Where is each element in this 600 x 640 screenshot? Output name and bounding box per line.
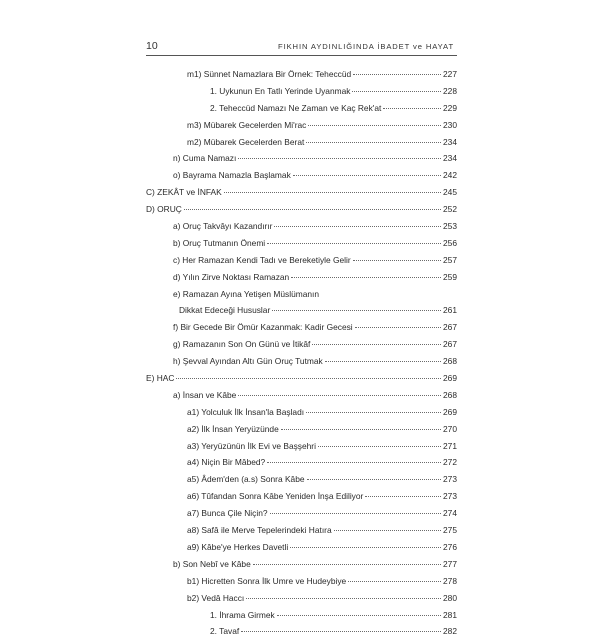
toc-entry-page: 268 [443, 389, 457, 400]
toc-entry-page: 273 [443, 474, 457, 485]
toc-entry-page: 267 [443, 322, 457, 333]
toc-entry [146, 286, 457, 303]
toc-entry-title: f) Bir Gecede Bir Ömür Kazanmak: Kadir Gecesi [173, 322, 353, 333]
dot-leader [325, 361, 441, 362]
toc-entry [146, 150, 457, 167]
toc-entry-page: 273 [443, 491, 457, 502]
toc-entry-page: 242 [443, 170, 457, 181]
toc-entry-page: 227 [443, 69, 457, 79]
toc-entry-title: 1. Uykunun En Tatlı Yerinde Uyanmak [210, 85, 351, 96]
toc-entry [146, 100, 457, 117]
toc-entry [146, 269, 457, 286]
toc-entry [146, 83, 457, 100]
toc-entry-page: 268 [443, 356, 457, 367]
toc-entry [146, 218, 457, 235]
toc-entry-title: a6) Tûfandan Sonra Kâbe Yeniden İnşa Ediliyor [187, 491, 364, 502]
toc-entry [146, 117, 457, 134]
dot-leader [224, 192, 441, 193]
dot-leader [267, 462, 441, 463]
dot-leader [267, 243, 441, 244]
dot-leader [253, 564, 441, 565]
dot-leader [306, 142, 441, 143]
toc-entry-page: 274 [443, 508, 457, 519]
dot-leader [238, 158, 441, 159]
toc-entry [146, 319, 457, 336]
toc-entry-title: a4) Niçin Bir Mâbed? [187, 457, 266, 468]
dot-leader [308, 125, 441, 126]
toc-entry [146, 556, 457, 573]
toc-entry [146, 573, 457, 590]
dot-leader [184, 209, 441, 210]
toc-entry [146, 336, 457, 353]
toc-entry [146, 134, 457, 151]
dot-leader [291, 277, 441, 278]
toc-entry-title: a7) Bunca Çile Niçin? [187, 508, 268, 519]
toc-entry [146, 623, 457, 640]
toc-entry [146, 66, 457, 83]
toc-entry [146, 302, 457, 319]
toc-entry-title: 2. Teheccüd Namazı Ne Zaman ve Kaç Rek'at [210, 102, 382, 113]
toc-entry-page: 272 [443, 457, 457, 468]
toc-entry-title: a2) İlk İnsan Yeryüzünde [187, 423, 279, 434]
toc-entry-title: a8) Safâ ile Merve Tepelerindeki Hatıra [187, 525, 332, 536]
toc-entry-page: 245 [443, 187, 457, 198]
table-of-contents [146, 66, 457, 640]
toc-entry-title: b) Son Nebî ve Kâbe [173, 558, 251, 569]
dot-leader [353, 260, 441, 261]
toc-entry-title: D) ORUÇ [146, 204, 182, 215]
dot-leader [312, 344, 441, 345]
toc-entry-page: 275 [443, 525, 457, 536]
toc-entry-title: n) Cuma Namazı [173, 153, 237, 164]
toc-entry-title: a3) Yeryüzünün İlk Evi ve Başşehri [187, 440, 316, 451]
toc-entry-page: 269 [443, 373, 457, 384]
dot-leader [274, 226, 441, 227]
dot-leader [290, 547, 441, 548]
toc-entry-page: 256 [443, 237, 457, 248]
dot-leader [334, 530, 441, 531]
toc-entry-page: 252 [443, 204, 457, 215]
toc-entry-title: a1) Yolculuk İlk İnsan'la Başladı [187, 406, 305, 417]
toc-entry [146, 370, 457, 387]
toc-entry-title: b) Oruç Tutmanın Önemi [173, 237, 266, 248]
toc-entry-title: d) Yılın Zirve Noktası Ramazan [173, 271, 290, 282]
dot-leader [238, 395, 441, 396]
toc-entry-title: e) Ramazan Ayına Yetişen Müslümanın [173, 288, 320, 299]
dot-leader [246, 598, 441, 599]
toc-entry-page: 276 [443, 541, 457, 552]
toc-entry-title: b2) Vedâ Haccı [187, 592, 245, 603]
toc-entry-title: a) İnsan ve Kâbe [173, 389, 237, 400]
toc-entry-title: c) Her Ramazan Kendi Tadı ve Bereketiyle Gelir [173, 254, 351, 265]
toc-entry [146, 404, 457, 421]
dot-leader [277, 615, 441, 616]
toc-entry-page: 271 [443, 440, 457, 451]
toc-entry [146, 235, 457, 252]
toc-entry [146, 201, 457, 218]
toc-entry-page: 270 [443, 423, 457, 434]
dot-leader [348, 581, 441, 582]
dot-leader [318, 446, 441, 447]
dot-leader [353, 74, 441, 75]
toc-entry-title: E) HAC [146, 373, 175, 384]
toc-entry-page: 267 [443, 339, 457, 350]
toc-entry [146, 590, 457, 607]
toc-entry [146, 505, 457, 522]
running-head: FIKHIN AYDINLIĞINDA İBADET ve HAYAT [278, 42, 454, 51]
toc-entry-page: 281 [443, 609, 457, 620]
toc-entry-page: 234 [443, 136, 457, 147]
toc-entry-page: 234 [443, 153, 457, 164]
toc-entry-page: 257 [443, 254, 457, 265]
dot-leader [281, 429, 441, 430]
toc-entry [146, 488, 457, 505]
toc-entry [146, 421, 457, 438]
toc-entry-page: 259 [443, 271, 457, 282]
dot-leader [365, 496, 441, 497]
page-number: 10 [146, 40, 158, 52]
toc-entry [146, 539, 457, 556]
toc-entry-page: 278 [443, 575, 457, 586]
toc-entry-page: 228 [443, 85, 457, 96]
toc-entry-title: Dikkat Edeceği Hususlar [179, 305, 271, 316]
toc-entry-title: 1. İhrama Girmek [210, 609, 275, 620]
toc-entry-page: 253 [443, 221, 457, 232]
toc-entry-page: 280 [443, 592, 457, 603]
toc-entry-title: a5) Âdem'den (a.s) Sonra Kâbe [187, 474, 305, 485]
toc-entry [146, 387, 457, 404]
toc-entry [146, 438, 457, 455]
dot-leader [352, 91, 441, 92]
toc-entry [146, 252, 457, 269]
toc-entry [146, 184, 457, 201]
toc-entry-page: 282 [443, 626, 457, 637]
toc-entry-title: o) Bayrama Namazla Başlamak [173, 170, 291, 181]
dot-leader [272, 310, 441, 311]
toc-entry [146, 353, 457, 370]
dot-leader [293, 175, 441, 176]
toc-entry [146, 454, 457, 471]
toc-entry-title: a9) Kâbe'ye Herkes Davetli [187, 541, 289, 552]
toc-entry [146, 607, 457, 624]
toc-entry-title: h) Şevval Ayından Altı Gün Oruç Tutmak [173, 356, 323, 367]
dot-leader [306, 412, 441, 413]
toc-entry [146, 167, 457, 184]
toc-entry-title: a) Oruç Takvâyı Kazandırır [173, 221, 273, 232]
toc-entry-title: g) Ramazanın Son On Günü ve İtikâf [173, 339, 311, 350]
toc-entry [146, 471, 457, 488]
toc-entry-page: 229 [443, 102, 457, 113]
toc-entry-title: m3) Mübarek Gecelerden Mi'rac [187, 119, 307, 130]
toc-entry-page: 230 [443, 119, 457, 130]
toc-entry-page: 269 [443, 406, 457, 417]
toc-entry-title: 2. Tavaf [210, 626, 240, 637]
toc-entry-title: b1) Hicretten Sonra İlk Umre ve Hudeybiye [187, 575, 347, 586]
dot-leader [241, 631, 441, 632]
dot-leader [176, 378, 441, 379]
toc-entry-page: 277 [443, 558, 457, 569]
dot-leader [355, 327, 441, 328]
toc-entry-title: m1) Sünnet Namazlara Bir Örnek: Teheccüd [187, 69, 352, 79]
toc-entry-title: C) ZEKÂT ve İNFAK [146, 187, 222, 198]
toc-entry-title: m2) Mübarek Gecelerden Berat [187, 136, 305, 147]
dot-leader [383, 108, 441, 109]
toc-entry-page: 261 [443, 305, 457, 316]
dot-leader [307, 479, 441, 480]
dot-leader [270, 513, 441, 514]
toc-entry [146, 522, 457, 539]
header-rule [146, 55, 457, 56]
